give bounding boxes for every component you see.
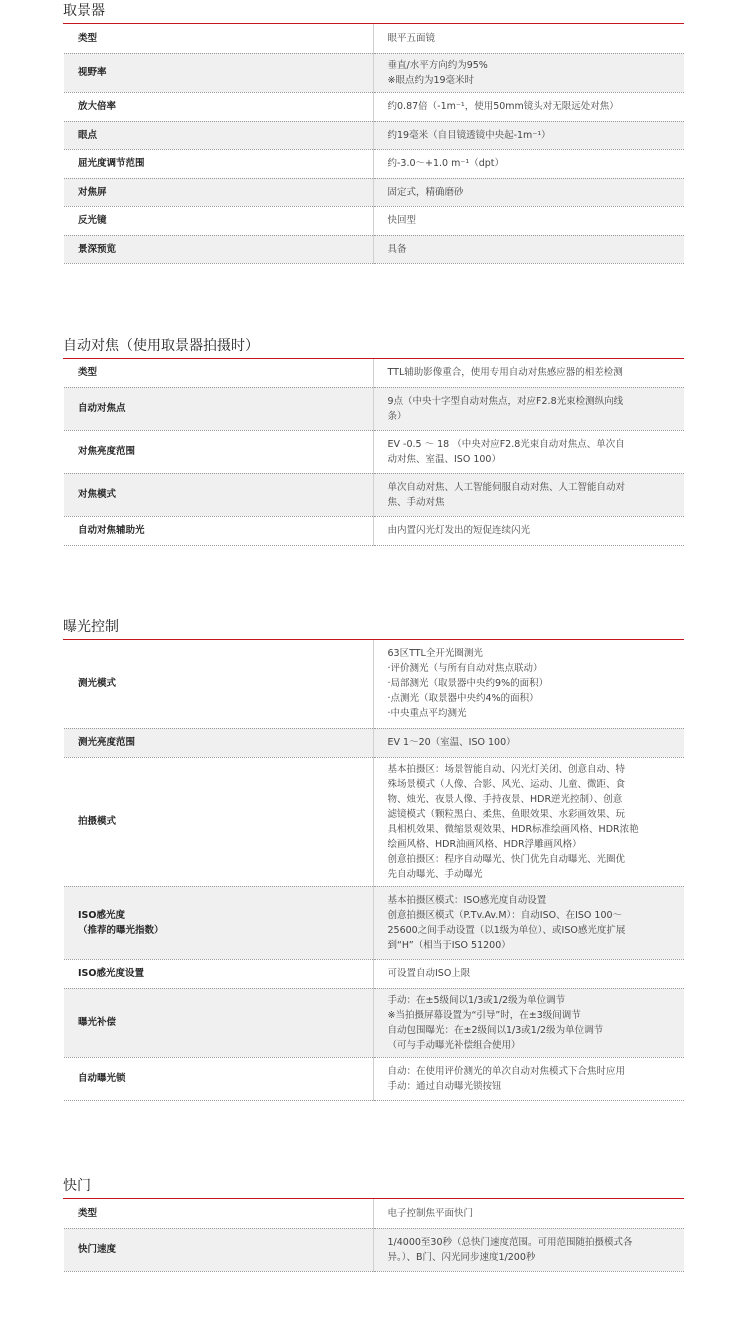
spec-label bbox=[64, 387, 373, 430]
spec-value-line: EV 1～20（室温、ISO 100） bbox=[387, 737, 516, 748]
spec-label-line: 屈光度调节范围 bbox=[78, 158, 145, 169]
spec-value-line: 手动：在±5级间以1/3或1/2级为单位调节 bbox=[387, 994, 566, 1006]
spec-label-line: 测光模式 bbox=[78, 678, 117, 690]
spec-value bbox=[373, 178, 684, 206]
spec-label bbox=[64, 728, 373, 757]
spec-value-line: 25600之间手动设置（以1级为单位）、或ISO感光度扩展 bbox=[387, 924, 626, 936]
spec-value-line: 物、烛光、夜景人像、手持夜景、HDR逆光控制）、创意 bbox=[387, 793, 623, 805]
spec-table bbox=[64, 359, 684, 546]
spec-row bbox=[64, 728, 684, 757]
spec-row bbox=[64, 886, 684, 959]
spec-value-line: 单次自动对焦、人工智能伺服自动对焦、人工智能自动对 bbox=[387, 481, 626, 493]
spec-value-line: 1/4000至30秒（总快门速度范围。可用范围随拍摄模式各 bbox=[387, 1236, 633, 1248]
section-title: 曝光控制 bbox=[63, 616, 684, 640]
spec-row bbox=[64, 235, 684, 263]
spec-label bbox=[64, 516, 373, 545]
spec-row bbox=[64, 1057, 684, 1100]
spec-label bbox=[64, 1057, 373, 1100]
section-title: 取景器 bbox=[63, 0, 684, 24]
spec-label-line: 自动曝光锁 bbox=[78, 1073, 126, 1084]
spec-value bbox=[373, 359, 684, 387]
spec-value bbox=[373, 640, 684, 728]
spec-value bbox=[373, 959, 684, 988]
spec-value-line: 由内置闪光灯发出的短促连续闪光 bbox=[387, 525, 531, 536]
spec-value-line: ※眼点约为19毫米时 bbox=[387, 74, 475, 86]
spec-value-line: EV -0.5 ～ 18 （中央对应F2.8光束自动对焦点、单次自 bbox=[387, 438, 625, 450]
spec-label bbox=[64, 886, 373, 959]
spec-value-line: 异。）、B门、闪光同步速度1/200秒 bbox=[387, 1251, 536, 1263]
spec-label-line: 类型 bbox=[78, 367, 98, 379]
spec-value-line: ·局部测光（取景器中央约9%的面积） bbox=[387, 678, 549, 690]
spec-value-line: 自动包围曝光：在±2级间以1/3或1/2级为单位调节 bbox=[387, 1024, 604, 1036]
spec-value bbox=[373, 24, 684, 53]
spec-value bbox=[373, 235, 684, 263]
spec-row bbox=[64, 206, 684, 235]
spec-row bbox=[64, 757, 684, 886]
spec-value bbox=[373, 92, 684, 121]
spec-label-line: 类型 bbox=[78, 32, 98, 44]
spec-value-line: （可与手动曝光补偿组合使用） bbox=[387, 1039, 521, 1051]
spec-value bbox=[373, 886, 684, 959]
spec-value bbox=[373, 1199, 684, 1228]
spec-value-line: 绘画风格、HDR油画风格、HDR浮雕画风格） bbox=[387, 838, 582, 850]
section-viewfinder bbox=[64, 0, 684, 264]
spec-label bbox=[64, 121, 373, 149]
section-autofocus bbox=[64, 335, 684, 546]
spec-value-line: ·评价测光（与所有自动对焦点联动） bbox=[387, 663, 543, 675]
spec-row bbox=[64, 387, 684, 430]
spec-row bbox=[64, 24, 684, 53]
spec-value-line: 约0.87倍（-1m⁻¹，使用50mm镜头对无限远处对焦） bbox=[387, 101, 619, 112]
spec-row bbox=[64, 1199, 684, 1228]
spec-label bbox=[64, 92, 373, 121]
spec-label-line: 快门速度 bbox=[78, 1244, 117, 1255]
spec-row bbox=[64, 121, 684, 149]
spec-value-line: 约19毫米（自目镜透镜中央起-1m⁻¹） bbox=[387, 129, 551, 141]
spec-table bbox=[64, 640, 684, 1101]
spec-value-line: 约-3.0～+1.0 m⁻¹（dpt） bbox=[387, 158, 504, 169]
spec-label bbox=[64, 235, 373, 263]
spec-value bbox=[373, 1228, 684, 1271]
spec-value-line: 创意拍摄区模式（P.Tv.Av.M）：自动ISO、在ISO 100～ bbox=[387, 909, 623, 921]
spec-value-line: 具备 bbox=[387, 243, 407, 255]
spec-label-line: 反光镜 bbox=[78, 215, 107, 226]
spec-value-line: 基本拍摄区：场景智能自动、闪光灯关闭、创意自动、特 bbox=[387, 763, 626, 775]
spec-label-line: 眼点 bbox=[78, 129, 98, 141]
spec-label bbox=[64, 206, 373, 235]
spec-label-line: 视野率 bbox=[78, 67, 107, 78]
spec-table bbox=[64, 1199, 684, 1272]
spec-label-line: 曝光补偿 bbox=[78, 1017, 117, 1028]
spec-row bbox=[64, 53, 684, 92]
spec-label-line: 自动对焦点 bbox=[78, 403, 126, 414]
spec-label-line: 自动对焦辅助光 bbox=[78, 525, 145, 536]
section-shutter bbox=[64, 1175, 684, 1272]
spec-label bbox=[64, 178, 373, 206]
spec-value bbox=[373, 728, 684, 757]
spec-value bbox=[373, 757, 684, 886]
spec-label bbox=[64, 640, 373, 728]
spec-value-line: 先自动曝光、手动曝光 bbox=[387, 868, 483, 880]
spec-label-line: ISO感光度设置 bbox=[78, 968, 144, 979]
spec-label bbox=[64, 359, 373, 387]
spec-value-line: 滤镜模式（颗粒黑白、柔焦、鱼眼效果、水彩画效果、玩 bbox=[387, 808, 626, 820]
spec-label-line: 测光亮度范围 bbox=[78, 737, 136, 748]
spec-value-line: 可设置自动ISO上限 bbox=[387, 968, 471, 979]
spec-value-line: 基本拍摄区模式：ISO感光度自动设置 bbox=[387, 894, 547, 906]
spec-row bbox=[64, 430, 684, 473]
spec-label-line: 类型 bbox=[78, 1207, 98, 1219]
section-title: 自动对焦（使用取景器拍摄时） bbox=[63, 335, 684, 359]
spec-value-line: 9点（中央十字型自动对焦点，对应F2.8光束检测纵向线 bbox=[387, 395, 624, 407]
spec-label-line: （推荐的曝光指数） bbox=[78, 924, 164, 936]
spec-value bbox=[373, 121, 684, 149]
spec-label-line: 拍摄模式 bbox=[78, 816, 117, 827]
spec-value-line: 条） bbox=[387, 410, 407, 422]
spec-table bbox=[64, 24, 684, 264]
spec-label bbox=[64, 1228, 373, 1271]
spec-label-line: 放大倍率 bbox=[78, 101, 117, 112]
spec-value-line: 到“H”（相当于ISO 51200） bbox=[387, 939, 511, 951]
spec-label bbox=[64, 53, 373, 92]
spec-value bbox=[373, 430, 684, 473]
spec-value bbox=[373, 53, 684, 92]
spec-value-line: 具相机效果、微缩景观效果、HDR标准绘画风格、HDR浓艳 bbox=[387, 823, 639, 835]
spec-row bbox=[64, 473, 684, 516]
spec-label bbox=[64, 149, 373, 178]
spec-label bbox=[64, 757, 373, 886]
spec-value-line: 创意拍摄区：程序自动曝光、快门优先自动曝光、光圈优 bbox=[387, 853, 626, 865]
spec-value-line: 手动：通过自动曝光锁按钮 bbox=[387, 1080, 502, 1092]
section-exposure-control bbox=[64, 616, 684, 1101]
spec-value-line: 眼平五面镜 bbox=[387, 32, 436, 44]
spec-value-line: TTL辅助影像重合，使用专用自动对焦感应器的相差检测 bbox=[387, 367, 623, 379]
spec-value-line: ※当拍摄屏幕设置为“引导”时，在±3级间调节 bbox=[387, 1009, 581, 1021]
spec-value-line: ·点测光（取景器中央约4%的面积） bbox=[387, 693, 539, 705]
spec-value-line: 动对焦、室温、ISO 100） bbox=[387, 453, 501, 465]
spec-label bbox=[64, 988, 373, 1057]
spec-value-line: 垂直/水平方向约为95% bbox=[387, 59, 488, 71]
spec-value-line: 63区TTL全开光圈测光 bbox=[387, 648, 483, 660]
spec-value bbox=[373, 1057, 684, 1100]
spec-value-line: 电子控制焦平面快门 bbox=[387, 1207, 474, 1219]
spec-label bbox=[64, 473, 373, 516]
spec-row bbox=[64, 516, 684, 545]
spec-row bbox=[64, 359, 684, 387]
spec-label bbox=[64, 24, 373, 53]
spec-value-line: 固定式，精确磨砂 bbox=[387, 186, 464, 198]
spec-value-line: 自动：在使用评价测光的单次自动对焦模式下合焦时应用 bbox=[387, 1065, 626, 1077]
spec-label-line: 景深预览 bbox=[78, 243, 117, 255]
spec-label bbox=[64, 1199, 373, 1228]
spec-row bbox=[64, 1228, 684, 1271]
spec-value bbox=[373, 149, 684, 178]
spec-row bbox=[64, 178, 684, 206]
spec-label-line: 对焦模式 bbox=[78, 489, 117, 500]
spec-value bbox=[373, 988, 684, 1057]
spec-value-line: 焦、手动对焦 bbox=[387, 496, 445, 508]
spec-label bbox=[64, 430, 373, 473]
spec-row bbox=[64, 988, 684, 1057]
spec-label-line: ISO感光度 bbox=[78, 909, 125, 921]
spec-value-line: 殊场景模式（人像、合影、风光、运动、儿童、微距、食 bbox=[387, 778, 626, 790]
spec-value-line: ·中央重点平均测光 bbox=[387, 708, 467, 720]
spec-label-line: 对焦屏 bbox=[78, 186, 107, 198]
spec-value bbox=[373, 516, 684, 545]
spec-row bbox=[64, 959, 684, 988]
spec-value-line: 快回型 bbox=[387, 215, 417, 226]
spec-label-line: 对焦亮度范围 bbox=[78, 446, 136, 457]
spec-value bbox=[373, 206, 684, 235]
spec-row bbox=[64, 149, 684, 178]
spec-row bbox=[64, 640, 684, 728]
spec-value bbox=[373, 387, 684, 430]
section-title: 快门 bbox=[63, 1175, 684, 1199]
spec-value bbox=[373, 473, 684, 516]
spec-label bbox=[64, 959, 373, 988]
spec-row bbox=[64, 92, 684, 121]
